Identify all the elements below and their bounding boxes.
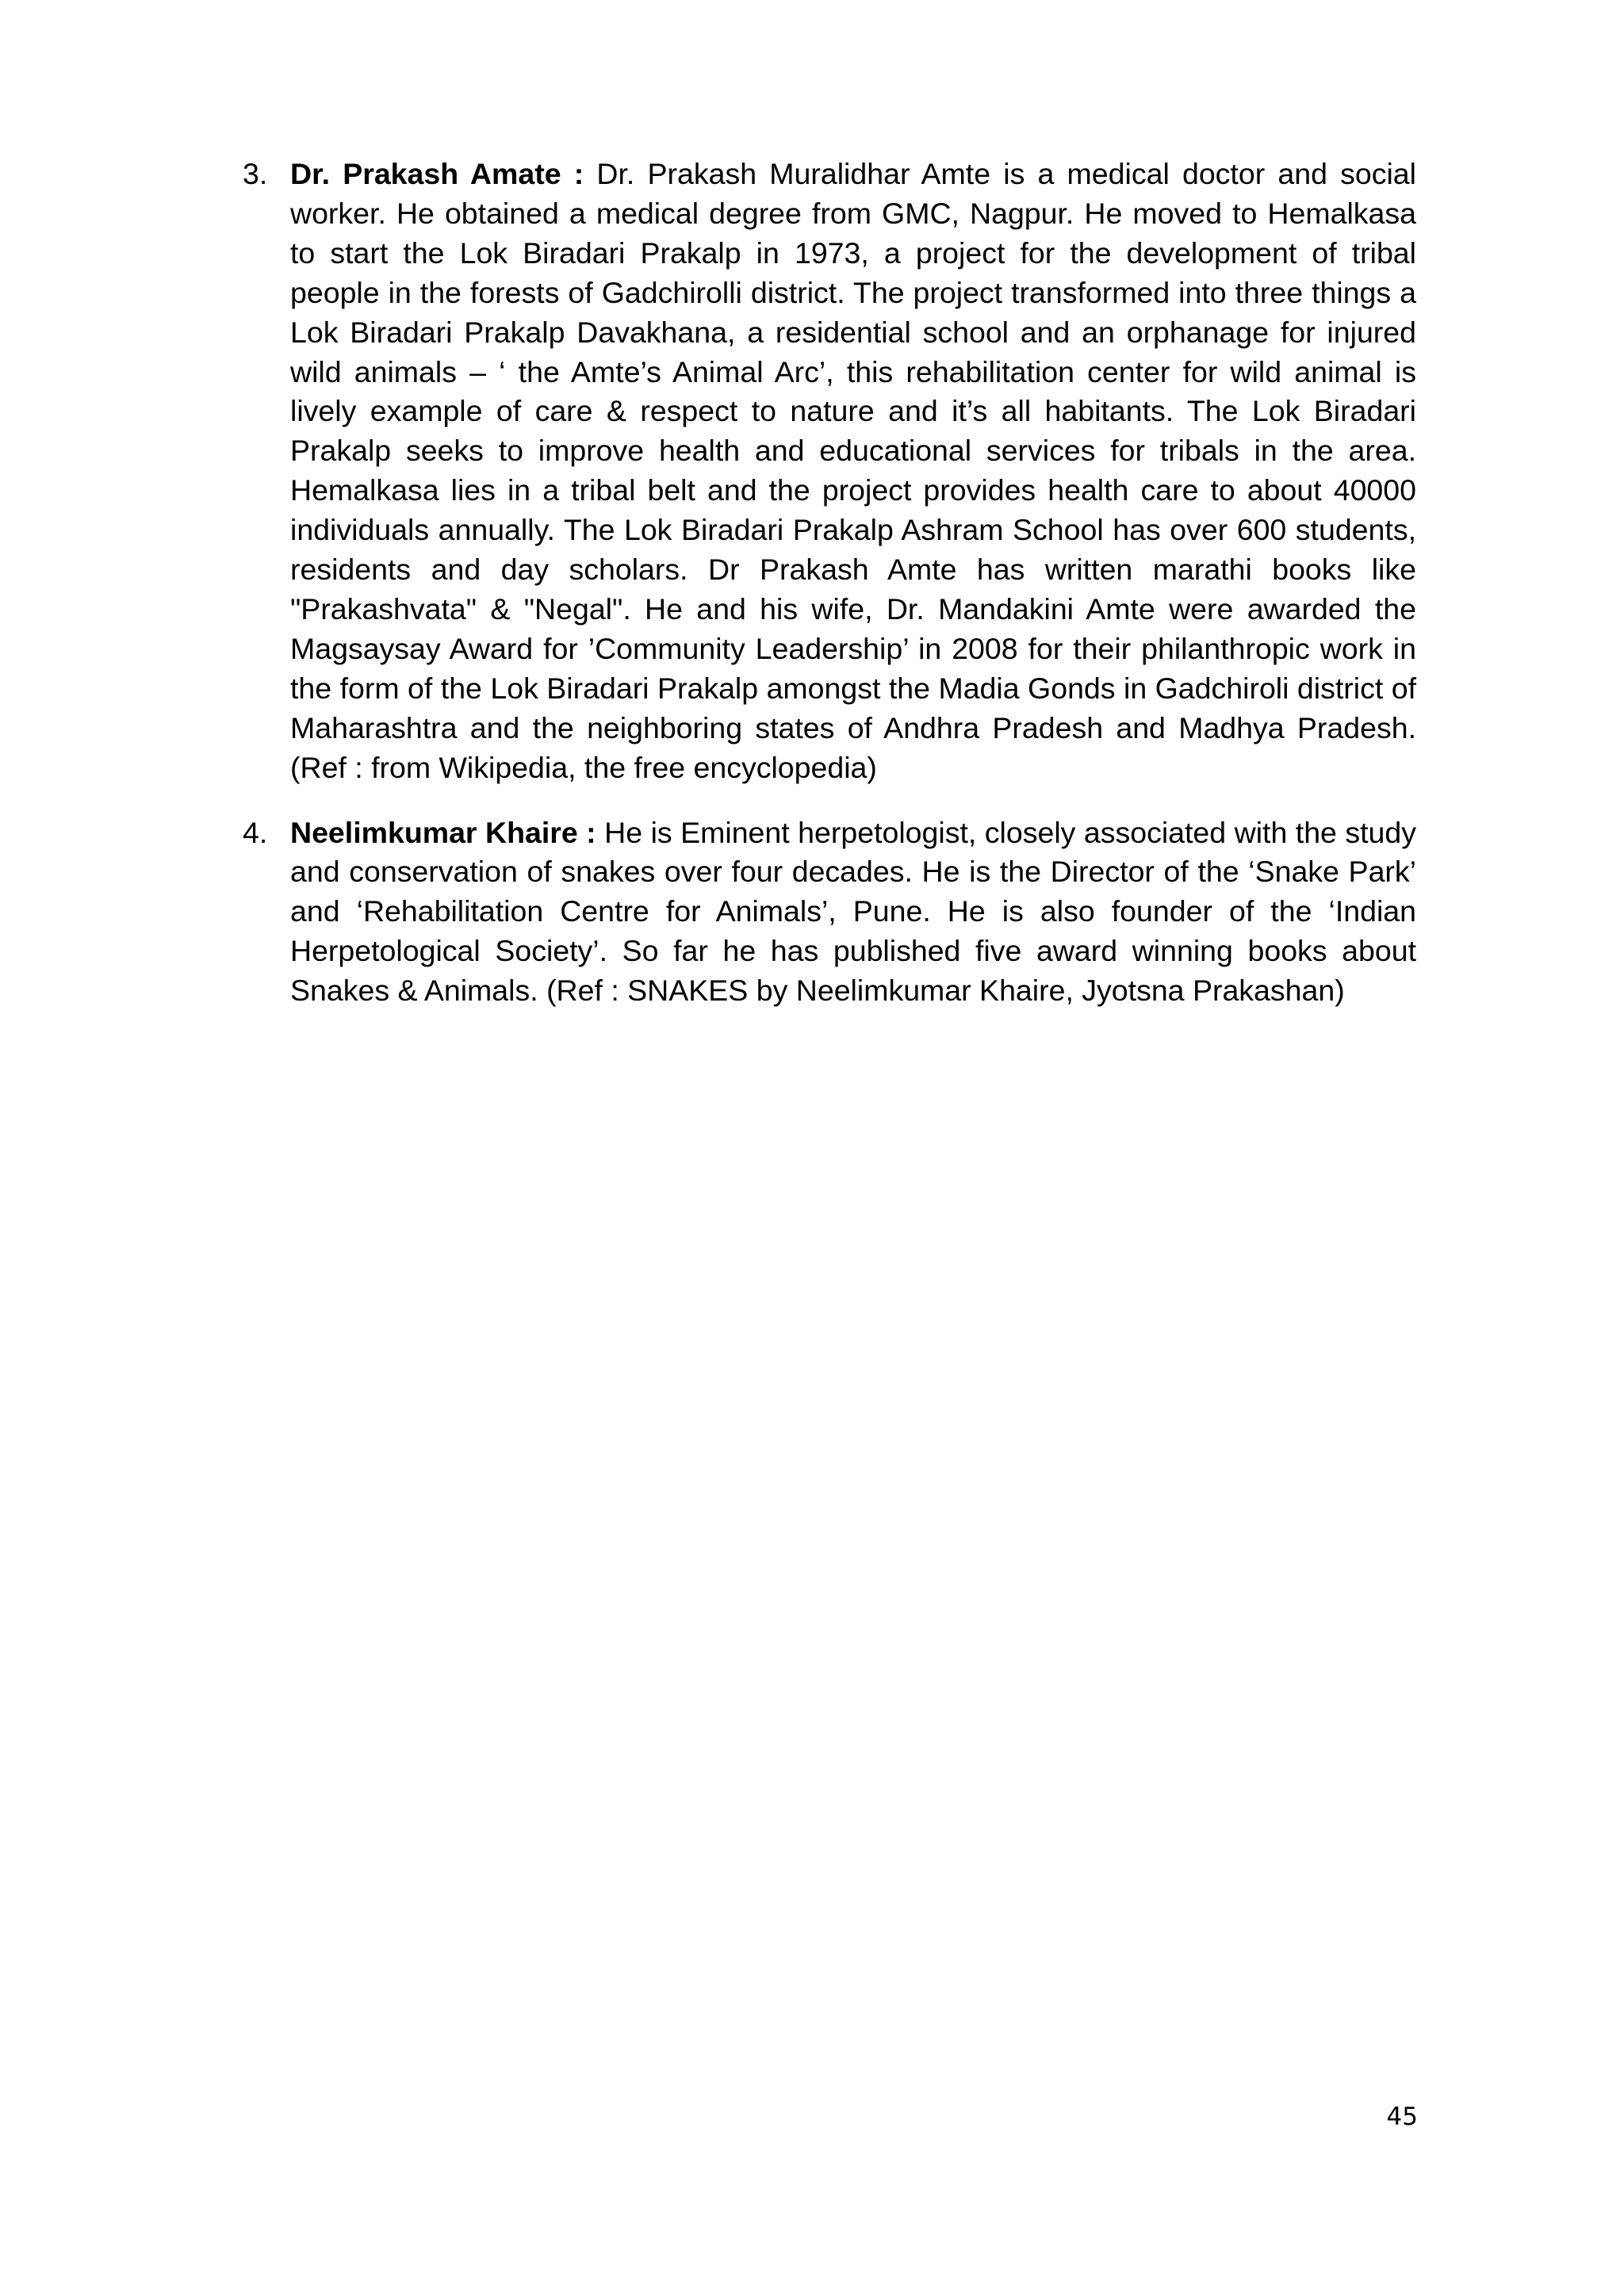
person-name: Dr. Prakash Amate :	[290, 157, 597, 190]
biography-text: Dr. Prakash Muralidhar Amte is a medical doctor and social worker. He obtained a medical degree from GMC, Nagpur. He moved to Hemalkasa to start the Lok Biradari Prakalp in 1973, a project for the development of tribal people in the forests of Gadchirolli district. The project transformed into three things a Lok Biradari Prakalp Davakhana, a residential school and an orphanage for injured wild animals – ‘ the Amte’s Animal Arc’, this rehabilitation center for wild animal is lively example of care & respect to nature and it’s all habitants. The Lok Biradari Prakalp seeks to improve health and educational services for tribals in the area. Hemalkasa lies in a tribal belt and the project provides health care to about 40000 individuals annually. The Lok Biradari Prakalp Ashram School has over 600 students, residents and day scholars. Dr Prakash Amte has written marathi books like "Prakashvata" & "Negal". He and his wife, Dr. Mandakini Amte were awarded the Magsaysay Award for ’Community Leadership’ in 2008 for their philanthropic work in the form of the Lok Biradari Prakalp amongst the Madia Gonds in Gadchiroli district of Maharashtra and the neighboring states of Andhra Pradesh and Madhya Pradesh. (Ref : from Wikipedia, the free encyclopedia)	[290, 157, 1416, 784]
biography-text: He is Eminent herpetologist, closely associated with the study and conservation of snakes over four decades. He is the Director of the ‘Snake Park’ and ‘Rehabilitation Centre for Animals’, Pune. He is also founder of the ‘Indian Herpetological Society’. So far he has published five award winning books about Snakes & Animals. (Ref : SNAKES by Neelimkumar Khaire, Jyotsna Prakashan)	[290, 815, 1417, 1008]
biography-list	[243, 155, 1416, 1011]
list-item-number: 3.	[243, 157, 268, 190]
page-number: 45	[1386, 2103, 1418, 2131]
list-item	[243, 813, 1416, 1012]
person-name: Neelimkumar Khaire :	[290, 815, 605, 849]
list-item	[243, 155, 1416, 788]
list-item-number: 4.	[243, 815, 268, 849]
